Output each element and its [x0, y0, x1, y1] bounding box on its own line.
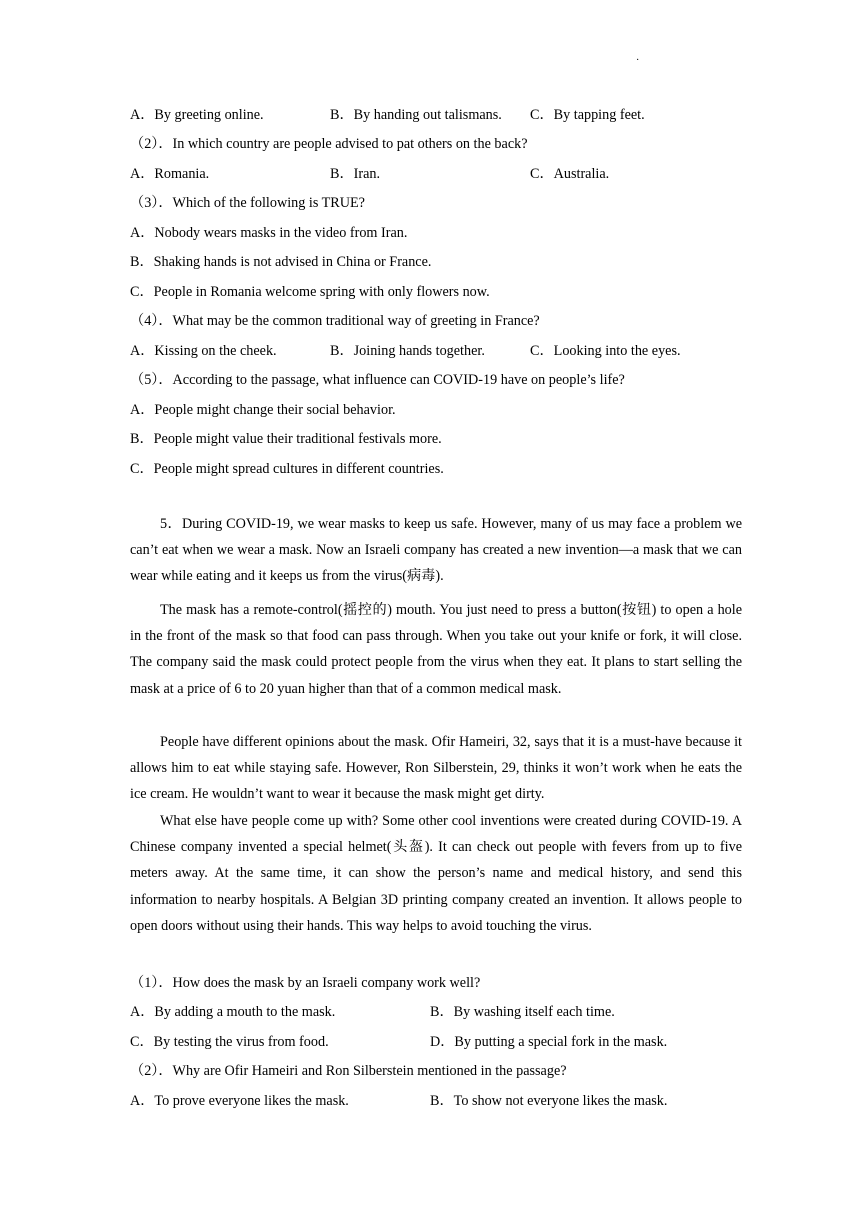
passage5-paragraph-1: 5．During COVID-19, we wear masks to keep us safe. However, many of us may face a problem we can’t eat when we wear a mask. Now an Israeli company has created a new invention—a mask that we can wear while eating and it keeps us from the virus(病毒). — [130, 516, 742, 585]
q4-4-question: （4）．What may be the common traditional way of greeting in France? — [130, 313, 540, 329]
header-mark: · — [636, 55, 640, 66]
q4-3-option-c: C．People in Romania welcome spring with only flowers now. — [130, 284, 490, 300]
q5-2-option-b: B．To show not everyone likes the mask. — [430, 1093, 668, 1109]
q4-4-option-c: C．Looking into the eyes. — [530, 343, 681, 359]
q5-1-option-a: A．By adding a mouth to the mask. — [130, 1004, 336, 1020]
q4-5-question: （5）．According to the passage, what influence can COVID-19 have on people’s life? — [130, 372, 625, 388]
q4-2-option-b: B．Iran. — [330, 166, 381, 182]
q4-3-option-a: A．Nobody wears masks in the video from Iran. — [130, 225, 408, 241]
q4-3-question: （3）．Which of the following is TRUE? — [130, 195, 365, 211]
q4-1-option-b: B．By handing out talismans. — [330, 107, 502, 123]
q4-1-option-a: A．By greeting online. — [130, 107, 264, 123]
passage5-paragraph-4: What else have people come up with? Some other cool inventions were created during COVID-19. A Chinese company invented a special helmet(头盔). It can check out people with fevers from up to five meters away. At the same time, it can show the person’s name and medical history, and send this information to nearby hospitals. A Belgian 3D printing company created an invention. It allows people to open doors without using their hands. This way helps to avoid touching the virus. — [130, 813, 742, 934]
q4-5-option-a: A．People might change their social behavior. — [130, 402, 396, 418]
q4-5-option-c: C．People might spread cultures in different countries. — [130, 461, 444, 477]
q4-5-option-b: B．People might value their traditional festivals more. — [130, 431, 442, 447]
passage5-paragraph-2: The mask has a remote-control(摇控的) mouth. You just need to press a button(按钮) to open a hole in the front of the mask so that food can pass through. When you take out your knife or fork, it will close. The company said the mask could protect people from the virus when they eat. It plans to start selling the mask at a price of 6 to 20 yuan higher than that of a common medical mask. — [130, 602, 742, 697]
q4-3-option-b: B．Shaking hands is not advised in China or France. — [130, 254, 432, 270]
q5-2-option-a: A．To prove everyone likes the mask. — [130, 1093, 349, 1109]
q5-1-option-b: B．By washing itself each time. — [430, 1004, 615, 1020]
q4-1-option-c: C．By tapping feet. — [530, 107, 645, 123]
q4-2-question: （2）．In which country are people advised to pat others on the back? — [130, 136, 528, 152]
q5-1-question: （1）．How does the mask by an Israeli company work well? — [130, 975, 481, 991]
q5-2-question: （2）．Why are Ofir Hameiri and Ron Silberstein mentioned in the passage? — [130, 1063, 567, 1079]
q5-1-option-d: D．By putting a special fork in the mask. — [430, 1034, 668, 1050]
q4-2-option-c: C．Australia. — [530, 166, 610, 182]
passage5-paragraph-3: People have different opinions about the mask. Ofir Hameiri, 32, says that it is a must-have because it allows him to eat while staying safe. However, Ron Silberstein, 29, thinks it won’t work when he eats the ice cream. He wouldn’t want to wear it because the mask might get dirty. — [130, 734, 742, 803]
q4-4-option-a: A．Kissing on the cheek. — [130, 343, 277, 359]
q4-2-option-a: A．Romania. — [130, 166, 210, 182]
q4-4-option-b: B．Joining hands together. — [330, 343, 485, 359]
q5-1-option-c: C．By testing the virus from food. — [130, 1034, 329, 1050]
